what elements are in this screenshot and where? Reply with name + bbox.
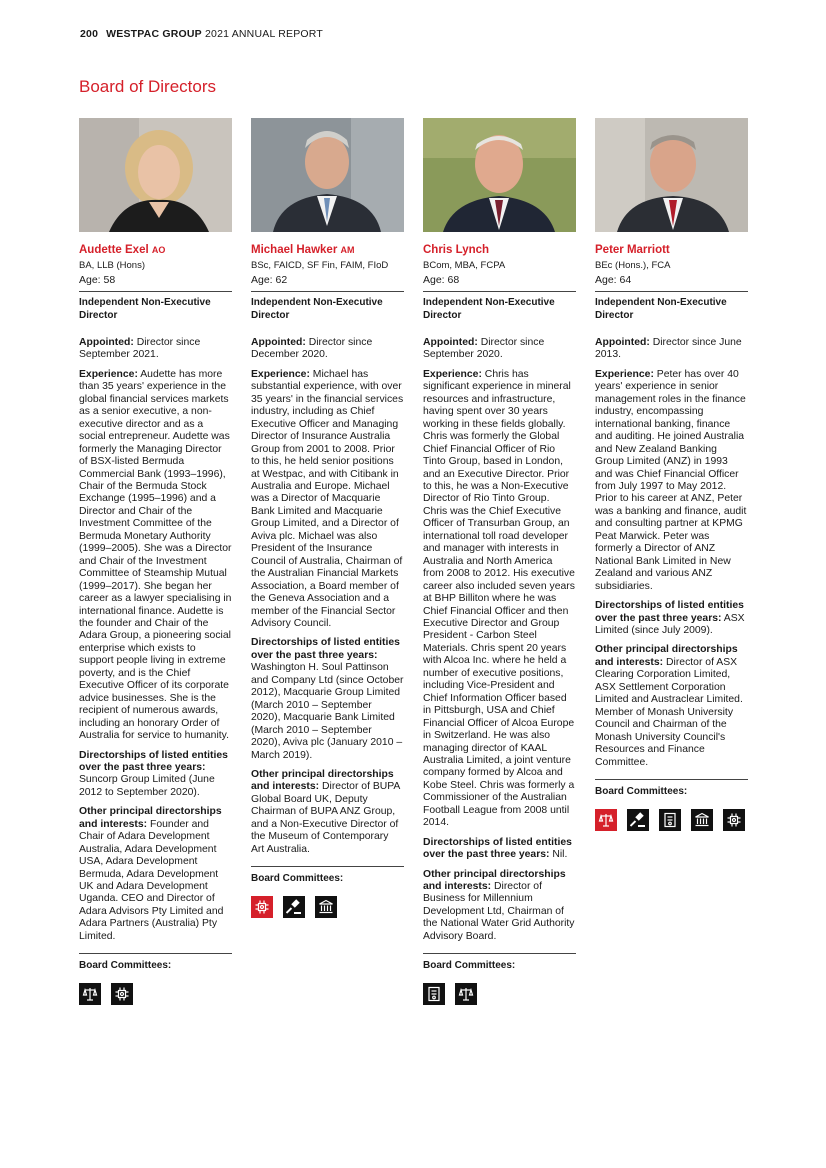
- other-text: Founder and Chair of Adara Development Australia, Adara Development USA, Adara Development Bermuda, Adara Development UK and Adara Development Uganda. CEO and Director of Adara Advisors Pty Limited and Adara Partners (Australia) Pty Limited.: [79, 818, 224, 942]
- director-role: Independent Non-Executive Director: [79, 297, 211, 321]
- other-text: Director of ASX Clearing Corporation Limited, ASX Settlement Corporation Limited and Austraclear Limited. Member of Monash University Council and Chairman of the Monash University Council's Resources and Finance Committee.: [595, 656, 743, 768]
- director-card: [423, 118, 576, 1005]
- scales-icon: [79, 983, 101, 1005]
- board-committees-label: Board Committees:: [595, 785, 688, 797]
- experience-label: Experience:: [79, 368, 138, 380]
- listed-label: Directorships of listed entities over the past three years:: [423, 836, 572, 861]
- experience-paragraph: [251, 369, 404, 631]
- board-committees-label: Board Committees:: [423, 960, 516, 972]
- divider: [423, 953, 576, 954]
- divider: [251, 866, 404, 867]
- appointed-paragraph: [595, 337, 748, 362]
- director-photo: [595, 118, 748, 232]
- listed-directorships-paragraph: [251, 637, 404, 762]
- page-title: Board of Directors: [79, 77, 216, 96]
- experience-label: Experience:: [595, 368, 654, 380]
- director-photo: [251, 118, 404, 232]
- chip-icon: [111, 983, 133, 1005]
- chip-icon: [723, 809, 745, 831]
- director-photo: [423, 118, 576, 232]
- divider: [423, 291, 576, 292]
- chip-icon: [251, 896, 273, 918]
- experience-label: Experience:: [423, 368, 482, 380]
- experience-text: Michael has substantial experience, with over 35 years' in the financial services industry, including as Chief Executive Officer and Managing Director of Insurance Australia Group from 2001 to 2008. Prior to this, he held senior positions at Westpac, and with Citibank in Australia and Europe. Michael was a Director of Macquarie Bank Limited and Macquarie Group Limited, and a Director of Aviva plc. Michael was also President of the Insurance Council of Australia, Chairman of the Australian Financial Markets Association, a Board member of the Geneva Association and a member of the Financial Sector Advisory Council.: [251, 368, 404, 629]
- listed-text: Suncorp Group Limited (June 2012 to September 2020).: [79, 774, 215, 798]
- appointed-text: Director since June 2013.: [595, 337, 742, 361]
- scales-icon: [455, 983, 477, 1005]
- director-age: Age: 58: [79, 274, 116, 286]
- report-name: 2021 ANNUAL REPORT: [205, 28, 323, 40]
- appointed-text: Director since September 2020.: [423, 337, 545, 361]
- other-label: Other principal directorships and interests:: [79, 806, 222, 830]
- experience-text: Chris has significant experience in mineral resources and infrastructure, having spent over 30 years working in these fields globally. Chris was formerly the Global Chief Financial Officer of Rio Tinto Group, based in London, and an Executive Director. Prior to this, he was a Non-Executive Director of Rio Tinto Group. Chris was the Chief Executive Officer of Transurban Group, an international toll road developer and manager with interests in Australia and North America from 2008 to 2012. His executive career also included seven years at BHP Billiton where he was Chief Financial Officer and then Executive Director and Group President - Carbon Steel Materials. Chris spent 20 years with Alcoa Inc. where he held a number of executive positions, including Vice-President and Chief Information Officer based in Pittsburgh, USA and Chief Financial Officer of Alcoa Europe in Switzerland. He was also managing director of KAAL Australia Limited, a joint venture company formed by Alcoa and Kobe Steel. Chris was formerly a Commissioner of the Australian Football League from 2008 until 2014.: [423, 368, 575, 829]
- appointed-text: Director since September 2021.: [79, 337, 201, 361]
- appointed-text: Director since December 2020.: [251, 337, 373, 361]
- listed-label: Directorships of listed entities over the past three years:: [79, 749, 228, 773]
- board-committees-label: Board Committees:: [79, 960, 172, 972]
- other-text: Director of BUPA Global Board UK, Deputy Chairman of BUPA ANZ Group, and a Non-Executive Director of the Museum of Contemporary Art Australia.: [251, 781, 400, 855]
- experience-paragraph: [595, 369, 748, 593]
- other-label: Other principal directorships and interests:: [251, 768, 394, 793]
- scales-icon: [595, 809, 617, 831]
- appointed-paragraph: [79, 337, 232, 362]
- experience-label: Experience:: [251, 368, 310, 380]
- appointed-paragraph: [251, 337, 404, 362]
- director-role: Independent Non-Executive Director: [595, 297, 727, 321]
- director-card: [251, 118, 404, 918]
- divider: [79, 291, 232, 292]
- divider: [79, 953, 232, 954]
- divider: [595, 779, 748, 780]
- director-name: [251, 243, 404, 257]
- director-qualifications: BEc (Hons.), FCA: [595, 260, 671, 271]
- listed-directorships-paragraph: [79, 750, 232, 800]
- director-name: [79, 243, 232, 257]
- document-icon: [659, 809, 681, 831]
- bank-icon: [691, 809, 713, 831]
- director-qualifications: BCom, MBA, FCPA: [423, 260, 506, 271]
- listed-label: Directorships of listed entities over the past three years:: [251, 637, 400, 661]
- gavel-icon: [283, 896, 305, 918]
- experience-text: Audette has more than 35 years' experience in the global financial services markets as a senior executive, a non-executive director and as a social entrepreneur. Audette was formerly the Managing Director of BSX-listed Bermuda Commercial Bank (1993–1996), Chair of the Bermuda Stock Exchange (1995–1996) and a Director and Chair of the Investment Committee of the Bermuda Monetary Authority (1999–2005). She was a Director and Chair of the Investment Committee of Steamship Mutual (1999–2017). She began her career as a lawyer specialising in international finance. Audette is the founder and Chair of the Adara Group, a pioneering social enterprise which exists to support people living in extreme poverty, and is the Chief Executive Officer of its corporate advice businesses. She is the recipient of numerous awards, including an honorary Order of Australia for service to humanity.: [79, 368, 232, 742]
- director-role: Independent Non-Executive Director: [423, 297, 555, 321]
- board-committees-label: Board Committees:: [251, 873, 344, 885]
- director-name-text: Peter Marriott: [595, 244, 670, 256]
- experience-text: Peter has over 40 years' experience in senior management roles in the finance industry, encompassing international banking, finance and auditing. He joined Australia and New Zealand Banking Group Limited (ANZ) in 1993 and was Chief Financial Officer from July 1997 to May 2012. Prior to his career at ANZ, Peter was a banking and finance, audit and consulting partner at KPMG Peat Marwick. Peter was formerly a Director of ANZ National Bank Limited in New Zealand and various ANZ subsidiaries.: [595, 368, 747, 592]
- listed-directorships-paragraph: [595, 600, 748, 637]
- director-name-text: Michael Hawker: [251, 244, 338, 256]
- director-photo: [79, 118, 232, 232]
- committee-icons: [251, 896, 404, 918]
- director-age: Age: 68: [423, 274, 460, 286]
- other-directorships-paragraph: [251, 769, 404, 856]
- appointed-label: Appointed:: [79, 337, 134, 348]
- page-number: 200: [80, 28, 99, 40]
- other-label: Other principal directorships and interests:: [595, 644, 738, 668]
- company-name: WESTPAC GROUP: [106, 28, 202, 40]
- experience-paragraph: [79, 369, 232, 743]
- appointed-label: Appointed:: [595, 337, 650, 348]
- document-icon: [423, 983, 445, 1005]
- appointed-label: Appointed:: [251, 337, 306, 348]
- listed-label: Directorships of listed entities over the past three years:: [595, 600, 744, 624]
- director-role: Independent Non-Executive Director: [251, 297, 383, 321]
- other-text: Director of Business for Millennium Development Ltd, Chairman of the National Water Grid Authority Advisory Board.: [423, 881, 575, 942]
- page-header: [80, 28, 323, 40]
- director-name-text: Chris Lynch: [423, 244, 490, 256]
- director-qualifications: BA, LLB (Hons): [79, 260, 145, 271]
- other-label: Other principal directorships and interests:: [423, 868, 566, 893]
- director-card: [79, 118, 232, 1005]
- director-age: Age: 62: [251, 274, 288, 286]
- gavel-icon: [627, 809, 649, 831]
- director-name: [595, 243, 748, 257]
- listed-directorships-paragraph: [423, 837, 576, 862]
- other-directorships-paragraph: [79, 806, 232, 943]
- bank-icon: [315, 896, 337, 918]
- committee-icons: [79, 983, 232, 1005]
- divider: [595, 291, 748, 292]
- committee-icons: [595, 809, 748, 831]
- appointed-paragraph: [423, 337, 576, 362]
- listed-text: ASX Limited (since July 2009).: [595, 612, 745, 636]
- listed-text: Washington H. Soul Pattinson and Company Ltd (since October 2012), Macquarie Group Limited (March 2010 – September 2020), Macquarie Bank Limited (March 2010 – September 2020), Aviva plc (January 2010 – March 2019).: [251, 662, 404, 761]
- director-honour: AO: [151, 245, 166, 255]
- director-qualifications: BSc, FAICD, SF Fin, FAIM, FIoD: [251, 260, 389, 271]
- listed-text: Nil.: [549, 849, 568, 861]
- experience-paragraph: [423, 369, 576, 830]
- appointed-label: Appointed:: [423, 337, 478, 348]
- director-name: [423, 243, 576, 257]
- other-directorships-paragraph: [423, 869, 576, 944]
- director-age: Age: 64: [595, 274, 632, 286]
- divider: [251, 291, 404, 292]
- director-card: [595, 118, 748, 831]
- director-honour: AM: [340, 245, 355, 255]
- director-name-text: Audette Exel: [79, 244, 149, 256]
- committee-icons: [423, 983, 576, 1005]
- other-directorships-paragraph: [595, 644, 748, 769]
